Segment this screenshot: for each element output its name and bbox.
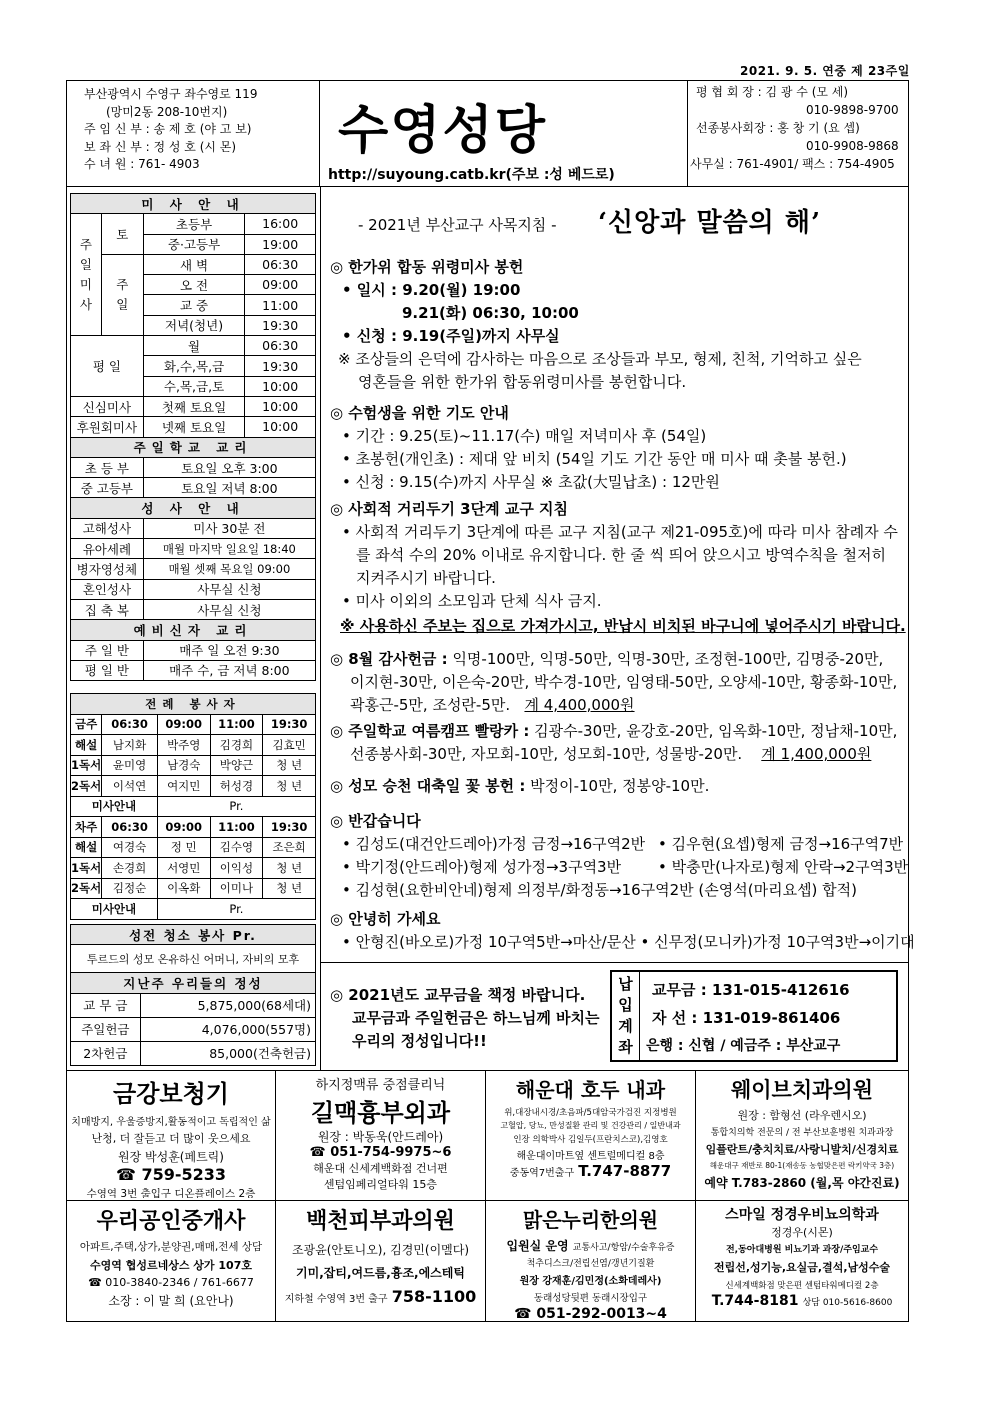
volunteer-name: 남지화 xyxy=(102,735,158,756)
ad-phone: 758-1100 xyxy=(391,1287,477,1306)
role: 2독서 xyxy=(71,776,102,797)
notice-line: 선종봉사회-30만, 자모회-10만, 성모회-10만, 성물방-20만. xyxy=(350,745,743,763)
ad-line: 난청, 더 잘듣고 더 많이 웃으세요 xyxy=(91,1132,251,1145)
notice-exam-prayer xyxy=(330,402,847,494)
volunteer-title: 전례 봉사자 xyxy=(71,694,316,715)
ad-phone: T.744-8181 xyxy=(711,1293,799,1309)
ad-name: 우리공인중개사 xyxy=(96,1208,246,1234)
role: 해설 xyxy=(71,837,102,858)
bank-account-box xyxy=(610,970,898,1062)
ad-line: 위,대장내시경/초음파/5대암국가검진 지정병원 xyxy=(504,1108,677,1118)
ad-phone: ☎ 759-5233 xyxy=(115,1165,227,1184)
ad-dermatology xyxy=(276,1204,485,1320)
sunday-mass-label: 주 일 미 사 xyxy=(71,214,102,336)
notice-line: • 박충만(나자로)형제 안락→2구역3반 xyxy=(658,858,909,876)
school-time: 토요일 저녁 8:00 xyxy=(143,478,315,498)
ad-line: 수영역 3번 출입구 디온플레이스 2층 xyxy=(86,1188,256,1198)
notice-line: 교무금과 주일헌금은 하느님께 바치는 xyxy=(352,1009,600,1027)
ad-line: 척추디스크/전립선염/갱년기질환 xyxy=(526,1259,655,1269)
notice-line: • 신청 : 9.19(주일)까지 사무실 xyxy=(342,327,560,345)
notice-line: • 사회적 거리두기 3단계에 따른 교구 지침(교구 제21-095호)에 따라 미사 참례자 수 xyxy=(342,523,898,541)
offering-amount: 4,076,000(557명) xyxy=(140,1017,315,1041)
offering-type: 2차헌금 xyxy=(71,1041,141,1065)
notice-chuseok xyxy=(330,256,862,394)
mass-guide-value: Pr. xyxy=(157,796,315,817)
account-label: 납 입 계 좌 xyxy=(612,972,640,1060)
ad-phone: ☎ 051-292-0013~4 xyxy=(514,1306,667,1320)
offering-table xyxy=(70,924,316,1066)
theme-subtitle: - 2021년 부산교구 사목지침 - xyxy=(358,216,557,234)
volunteer-name: 청 년 xyxy=(263,878,316,899)
volunteer-name: 이옥화 xyxy=(157,878,210,899)
volunteer-table xyxy=(70,693,316,920)
ad-name: 금강보청기 xyxy=(113,1079,229,1108)
mass-time: 16:00 xyxy=(245,214,316,234)
ad-oriental-clinic xyxy=(486,1204,695,1320)
ad-dental-clinic xyxy=(696,1074,908,1198)
notice-line: 9.21(화) 06:30, 10:00 xyxy=(402,304,579,322)
volunteer-name: 여경숙 xyxy=(102,837,158,858)
ad-phone: T.747-8877 xyxy=(578,1162,672,1180)
volunteer-name: 조은희 xyxy=(263,837,316,858)
notice-line: • 일시 : 9.20(월) 19:00 xyxy=(342,281,521,299)
ad-line: 정경우(시몬) xyxy=(771,1226,833,1239)
volunteer-name: 김수영 xyxy=(210,837,263,858)
ad-line: 인장 의학박사 김일두(프란치스코),김영호 xyxy=(513,1135,668,1145)
notice-heading: ◎ 성모 승천 대축일 꽃 봉헌 : xyxy=(330,777,526,795)
sacrament-name: 혼인성사 xyxy=(71,579,144,599)
ad-line: 원장 강재훈/김민정(소화데레사) xyxy=(519,1276,662,1287)
mass-time: 10:00 xyxy=(245,376,316,396)
mass-name: 새 벽 xyxy=(143,254,245,274)
ad-line: 임플란트/충치치료/사랑니발치/신경치료 xyxy=(705,1143,899,1156)
sunday-school-title: 주일학교 교리 xyxy=(71,437,316,457)
weekday-label: 평 일 xyxy=(71,336,144,397)
next-week-label: 차주 xyxy=(71,817,102,838)
notice-line: 익명-100만, 익명-50만, 익명-30만, 조정현-100만, 김명중-20만, xyxy=(452,650,884,668)
notice-line: 곽홍근-5만, 조성란-5만. xyxy=(350,696,511,714)
notice-heading: ◎ 8월 감사헌금 : xyxy=(330,650,448,668)
notice-line: • 김성도(대건안드레아)가정 금정→16구역2반 xyxy=(342,835,646,853)
council-info xyxy=(688,80,909,186)
cleaning-title: 성전 청소 봉사 Pr. xyxy=(71,925,316,945)
role: 2독서 xyxy=(71,878,102,899)
catechumen-time: 매주 수, 금 저녁 8:00 xyxy=(143,660,315,680)
notice-camp-offering xyxy=(330,720,897,766)
sacrament-name: 유아세례 xyxy=(71,539,144,559)
ad-line: 하지정맥류 중점클리닉 xyxy=(315,1078,446,1093)
account-bank: 은행 : 신협 / 예금주 : 부산교구 xyxy=(646,1038,841,1054)
notice-line: • 기간 : 9.25(토)~11.17(수) 매일 저녁미사 후 (54일) xyxy=(342,427,707,445)
mass-time: 19:00 xyxy=(245,234,316,254)
role: 1독서 xyxy=(71,755,102,776)
mass-time: 10:00 xyxy=(245,417,316,437)
volunteer-time: 06:30 xyxy=(102,817,158,838)
ad-line: 기미,잡티,여드름,흉조,에스테틱 xyxy=(296,1266,465,1280)
mass-name: 교 중 xyxy=(143,295,245,315)
notice-line: ※ 사용하신 주보는 집으로 가져가시고, 반납시 비치된 바구니에 넣어주시기 바랍니다. xyxy=(340,617,906,635)
volunteer-name: 박주영 xyxy=(157,735,210,756)
school-group: 초 등 부 xyxy=(71,457,144,477)
school-group: 중 고등부 xyxy=(71,478,144,498)
catechumen-class: 평 일 반 xyxy=(71,660,144,680)
ad-line: 고혈압, 당뇨, 만성질환 관리 및 건강관리 / 일반내과 xyxy=(500,1121,681,1130)
mass-guide-value: Pr. xyxy=(157,899,315,920)
parish-info xyxy=(66,80,320,186)
notice-line: 박정이-10만, 정봉양-10만. xyxy=(530,777,710,795)
mass-guide-label: 미사안내 xyxy=(71,796,158,817)
ad-name: 길맥흉부외과 xyxy=(310,1098,451,1127)
address-line2: (망미2동 208-10번지) xyxy=(106,104,228,119)
mass-time: 06:30 xyxy=(245,254,316,274)
account-charity: 자 선 : 131-019-861406 xyxy=(652,1009,841,1027)
mass-name: 오 전 xyxy=(143,275,245,295)
sacrament-name: 고해성사 xyxy=(71,518,144,538)
mass-name: 월 xyxy=(143,336,245,356)
notice-line: • 신청 : 9.15(수)까지 사무실 ※ 초값(大밀납초) : 12만원 xyxy=(342,473,720,491)
ad-line: 전,동아대병원 비뇨기과 과장/주임교수 xyxy=(725,1245,879,1255)
volunteer-name: 김효민 xyxy=(263,735,316,756)
mass-time: 19:30 xyxy=(245,315,316,335)
ad-real-estate xyxy=(67,1204,275,1320)
notice-farewell xyxy=(330,908,915,954)
notice-line: • 미사 이외의 소모임과 단체 식사 금지. xyxy=(342,592,602,610)
ads-row-divider xyxy=(66,1200,909,1201)
sacrament-time: 미사 30분 전 xyxy=(143,518,315,538)
sacrament-title: 성 사 안 내 xyxy=(71,498,316,518)
ad-name: 맑은누리한의원 xyxy=(522,1208,659,1232)
column-divider xyxy=(320,186,321,1070)
cleaning-group: 투르드의 성모 온유하신 어머니, 자비의 모후 xyxy=(71,945,316,973)
school-time: 토요일 오후 3:00 xyxy=(143,457,315,477)
sacrament-name: 병자영성체 xyxy=(71,559,144,579)
sacrament-time: 사무실 신청 xyxy=(143,599,315,619)
mass-time: 09:00 xyxy=(245,275,316,295)
volunteer-name: 이익성 xyxy=(210,858,263,879)
volunteer-name: 손경희 xyxy=(102,858,158,879)
notice-divider xyxy=(320,962,909,963)
notice-line: • 박기정(안드레아)형제 성가정→3구역3반 xyxy=(342,858,622,876)
assistant-priest: 보 좌 신 부 : 정 성 호 (시 몬) xyxy=(84,139,237,154)
mass-name: 화,수,목,금 xyxy=(143,356,245,376)
ad-line: 소장 : 이 말 희 (요안나) xyxy=(108,1294,234,1308)
offering-total: 계 4,400,000원 xyxy=(524,696,635,714)
volunteer-time: 09:00 xyxy=(157,714,210,735)
mass-guide-label: 미사안내 xyxy=(71,899,158,920)
ad-line: 해운대 신세계백화점 건너편 xyxy=(313,1162,448,1175)
notice-thanks-offering xyxy=(330,648,897,717)
ad-internal-medicine xyxy=(486,1074,695,1198)
offering-type: 교 무 금 xyxy=(71,993,141,1017)
notice-line: ◎ 2021년도 교무금을 책정 바랍니다. xyxy=(330,986,586,1004)
ad-line: 아파트,주택,상가,분양권,매매,전세 상담 xyxy=(79,1241,263,1253)
address-line1: 부산광역시 수영구 좌수영로 119 xyxy=(84,87,258,101)
ads-divider xyxy=(66,1070,909,1071)
notice-line: 이지현-30만, 이은숙-20만, 박수경-10만, 임영태-50만, 오양세-10만, 황종화-10만, xyxy=(350,673,898,691)
notice-line: ※ 조상들의 은덕에 감사하는 마음으로 조상들과 부모, 형제, 친척, 기억하고 싶은 xyxy=(338,350,862,368)
sacrament-time: 매월 마지막 일요일 18:40 xyxy=(143,539,315,559)
ad-phone: 예약 T.783-2860 (월,목 야간진료) xyxy=(704,1176,900,1190)
office-phone: 사무실 : 761-4901/ 팩스 : 754-4905 xyxy=(690,157,895,171)
this-week-label: 금주 xyxy=(71,714,102,735)
mass-name: 후원회미사 xyxy=(71,417,144,437)
notice-line: 김광수-30만, 윤강호-20만, 임옥화-10만, 정남채-10만, xyxy=(534,722,898,740)
ad-vascular-clinic xyxy=(276,1074,485,1198)
notice-dues xyxy=(330,984,600,1053)
mass-day: 첫째 토요일 xyxy=(143,396,245,416)
notice-heading: ◎ 반갑습니다 xyxy=(330,812,421,830)
offering-total: 계 1,400,000원 xyxy=(761,745,872,763)
volunteer-name: 청 년 xyxy=(263,858,316,879)
volunteer-name: 정 민 xyxy=(157,837,210,858)
theme-title: ‘신앙과 말씀의 해’ xyxy=(598,208,822,238)
ad-phone: ☎ 051-754-9975~6 xyxy=(309,1145,452,1160)
offering-amount: 85,000(건축헌금) xyxy=(140,1041,315,1065)
volunteer-chair-phone: 010-9908-9868 xyxy=(806,139,899,153)
volunteer-name: 남경숙 xyxy=(157,755,210,776)
notice-line: 영혼들을 위한 한가위 합동위령미사를 봉헌합니다. xyxy=(358,373,687,391)
account-dues: 교무금 : 131-015-412616 xyxy=(652,981,850,999)
volunteer-name: 허성경 xyxy=(210,776,263,797)
ad-line: 원장 : 박동욱(안드레아) xyxy=(317,1130,444,1144)
parish-logo: 수영성당 xyxy=(338,100,547,161)
council-chair: 평 협 회 장 : 김 광 수 (모 세) xyxy=(696,85,849,99)
ad-phone: ☎ 010-3840-2346 / 761-6677 xyxy=(88,1276,254,1289)
saturday-label: 토 xyxy=(101,214,143,255)
volunteer-name: 박양근 xyxy=(210,755,263,776)
notice-heading: ◎ 사회적 거리두기 3단계 교구 지침 xyxy=(330,500,569,518)
ad-line: 수영역 협성르네상스 상가 107호 xyxy=(90,1259,252,1272)
mass-name: 신심미사 xyxy=(71,396,144,416)
ad-line: 중동역7번출구 xyxy=(509,1168,575,1179)
mass-schedule-table xyxy=(70,193,316,681)
ad-line: 센텀임페리얼타워 15층 xyxy=(323,1178,438,1191)
mass-day: 넷째 토요일 xyxy=(143,417,245,437)
pastor: 주 임 신 부 : 송 제 호 (야 고 보) xyxy=(84,122,252,136)
mass-time: 11:00 xyxy=(245,295,316,315)
notice-heading: ◎ 한가위 합동 위령미사 봉헌 xyxy=(330,258,524,276)
issue-date: 2021. 9. 5. 연중 제 23주일 xyxy=(740,64,910,78)
volunteer-name: 청 년 xyxy=(263,776,316,797)
ad-name: 해운대 호두 내과 xyxy=(515,1078,666,1102)
notice-flower-offering xyxy=(330,775,709,798)
notice-line: 우리의 정성입니다!! xyxy=(352,1032,487,1050)
volunteer-name: 청 년 xyxy=(263,755,316,776)
offering-title: 지난주 우리들의 정성 xyxy=(71,973,316,993)
ad-line: 치매방지, 우울증방지,활동적이고 독립적인 삶 xyxy=(71,1117,271,1128)
mass-title: 미 사 안 내 xyxy=(71,194,316,214)
volunteer-name: 이미나 xyxy=(210,878,263,899)
mass-time: 10:00 xyxy=(245,396,316,416)
ad-name: 스마일 정경우비뇨의학과 xyxy=(725,1207,879,1223)
notice-distancing xyxy=(330,498,906,638)
notice-line: 를 좌석 수의 20% 이내로 유지합니다. 한 줄 씩 띄어 앉으시고 방역수칙을 철저히 xyxy=(356,546,887,564)
volunteer-time: 19:30 xyxy=(263,817,316,838)
ad-line: 지하철 수영역 3번 출구 xyxy=(284,1294,388,1305)
notice-line: 지켜주시기 바랍니다. xyxy=(356,569,496,587)
ad-name: 백천피부과의원 xyxy=(306,1208,455,1234)
header-divider xyxy=(66,186,909,187)
council-chair-phone: 010-9898-9700 xyxy=(806,103,899,117)
notice-line: • 안형진(바오로)가정 10구역5반→마산/문산 • 신무정(모니카)가정 10구역3반→이기대 xyxy=(342,933,915,951)
notice-heading: ◎ 안녕히 가세요 xyxy=(330,910,441,928)
masthead xyxy=(320,80,688,186)
ad-urology xyxy=(696,1204,908,1320)
mass-name: 중·고등부 xyxy=(143,234,245,254)
ad-hearing-aid xyxy=(67,1074,275,1198)
role: 1독서 xyxy=(71,858,102,879)
sacrament-time: 매월 셋째 목요일 09:00 xyxy=(143,559,315,579)
ad-line: 동래성당뒷편 동래시장입구 xyxy=(533,1293,648,1304)
ad-line: 해운대구 재반로 80-1(재송동 농협맞은편 락키약국 3층) xyxy=(709,1161,895,1170)
volunteer-name: 김정순 xyxy=(102,878,158,899)
mass-time: 06:30 xyxy=(245,336,316,356)
volunteer-time: 11:00 xyxy=(210,817,263,838)
pastoral-theme xyxy=(330,200,900,240)
convent-phone: 수 녀 원 : 761- 4903 xyxy=(84,157,200,171)
ad-name: 웨이브치과의원 xyxy=(730,1078,873,1102)
ad-line: 교통사고/항암/수술후유증 xyxy=(572,1243,675,1253)
ad-line: 통합치의학 전문의 / 전 부산보훈병원 치과과장 xyxy=(710,1128,894,1138)
offering-type: 주일헌금 xyxy=(71,1017,141,1041)
catechumen-time: 매주 일 오전 9:30 xyxy=(143,640,315,660)
notice-heading: ◎ 주일학교 여름캠프 빨랑카 : xyxy=(330,722,530,740)
volunteer-time: 11:00 xyxy=(210,714,263,735)
volunteer-time: 19:30 xyxy=(263,714,316,735)
notice-line: • 김우현(요셉)형제 금정→16구역7반 xyxy=(658,835,904,853)
volunteer-name: 이석연 xyxy=(102,776,158,797)
parish-url[interactable]: http://suyoung.catb.kr(주보 :성 베드로) xyxy=(328,167,615,183)
catechumen-title: 예비신자 교리 xyxy=(71,620,316,640)
ad-line: 해운대이마트옆 센트럴메디컬 8층 xyxy=(516,1151,665,1162)
volunteer-chair: 선종봉사회장 : 홍 창 기 (요 셉) xyxy=(696,121,860,135)
ad-line: 전립선,성기능,요실금,결석,남성수술 xyxy=(713,1261,891,1274)
volunteer-name: 서영민 xyxy=(157,858,210,879)
notice-line: • 초봉헌(개인초) : 제대 앞 비치 (54일 기도 기간 동안 매 미사 때 촛불 봉헌.) xyxy=(342,450,847,468)
role: 해설 xyxy=(71,735,102,756)
offering-amount: 5,875,000(68세대) xyxy=(140,993,315,1017)
mass-name: 초등부 xyxy=(143,214,245,234)
notice-line: • 김성현(요한비안네)형제 의정부/화정동→16구역2반 (손영석(마리요셉) 합적) xyxy=(342,881,858,899)
mass-time: 19:30 xyxy=(245,356,316,376)
sacrament-name: 집 축 복 xyxy=(71,599,144,619)
ad-line: 원장 박성훈(페트릭) xyxy=(118,1150,224,1164)
volunteer-name: 김경희 xyxy=(210,735,263,756)
volunteer-time: 09:00 xyxy=(157,817,210,838)
ad-line: 신세계백화점 맞은편 센텀타워메디컬 2층 xyxy=(725,1281,879,1291)
notice-heading: ◎ 수험생을 위한 기도 안내 xyxy=(330,404,509,422)
volunteer-name: 여지민 xyxy=(157,776,210,797)
mass-name: 저녁(청년) xyxy=(143,315,245,335)
sacrament-time: 사무실 신청 xyxy=(143,579,315,599)
volunteer-name: 윤미영 xyxy=(102,755,158,776)
sunday-label: 주 일 xyxy=(101,254,143,335)
ad-line: 원장 : 함형선 (라우렌시오) xyxy=(737,1109,867,1122)
notice-welcome xyxy=(330,810,909,902)
ad-line: 조광윤(안토니오), 김경민(이멜다) xyxy=(291,1243,470,1257)
mass-name: 수,목,금,토 xyxy=(143,376,245,396)
volunteer-time: 06:30 xyxy=(102,714,158,735)
ad-line: 입원실 운영 xyxy=(506,1239,569,1253)
ad-line: 상담 010-5616-8600 xyxy=(802,1298,893,1308)
catechumen-class: 주 일 반 xyxy=(71,640,144,660)
